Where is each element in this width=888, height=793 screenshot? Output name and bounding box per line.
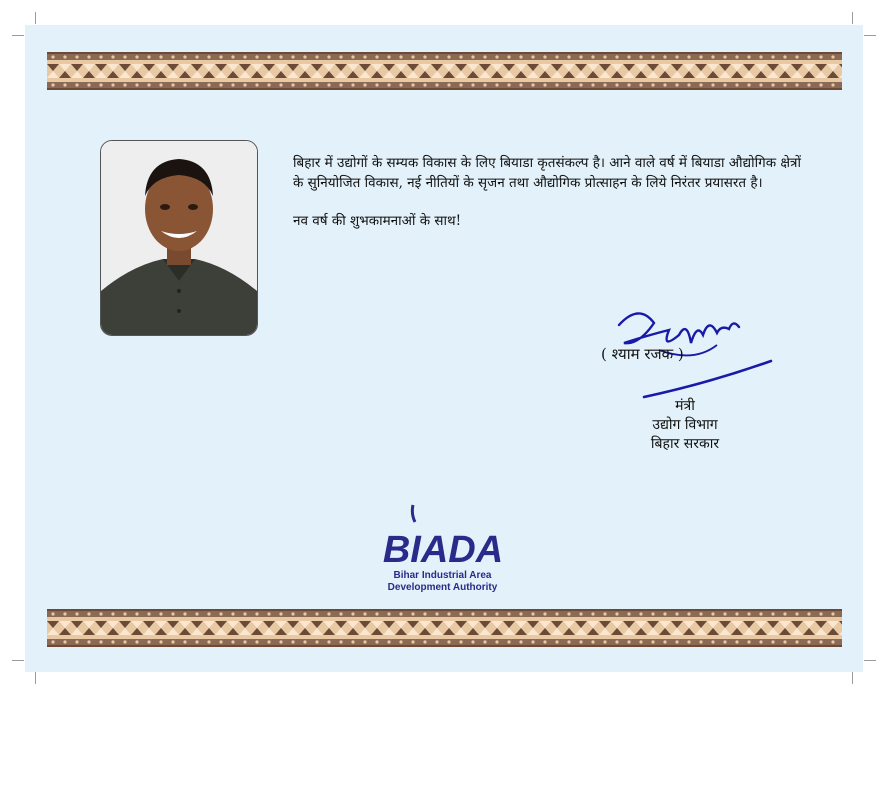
designation-department: उद्योग विभाग [652, 417, 718, 433]
greeting-message [293, 153, 813, 231]
signatory-designation [625, 397, 745, 454]
crop-mark [864, 35, 876, 36]
signatory-name: ( श्याम रजक ) [601, 345, 684, 363]
crop-mark [12, 660, 24, 661]
new-year-wishes: नव वर्ष की शुभकामनाओं के साथ! [293, 213, 462, 229]
designation-government: बिहार सरकार [650, 436, 720, 452]
portrait-image [101, 141, 257, 335]
crop-mark [864, 660, 876, 661]
designation-title: मंत्री [675, 398, 695, 414]
bottom-decorative-border [47, 609, 842, 647]
border-pattern [47, 611, 842, 645]
minister-portrait [100, 140, 258, 336]
crop-mark [35, 12, 36, 24]
crop-mark [852, 672, 853, 684]
logo-tagline-line-1: Bihar Industrial Area [393, 570, 492, 581]
crop-mark [35, 672, 36, 684]
logo-tagline-line-2: Development Authority [387, 582, 498, 593]
crop-mark [12, 35, 24, 36]
biada-logo [370, 500, 515, 600]
message-paragraph: बिहार में उद्योगों के सम्यक विकास के लिए बियाडा कृतसंकल्प है। आने वाले वर्ष में बियाडा औद्योगिक क्षेत्रों के सुनियोजित विकास, नई नीतियों के सृजन तथा औद्योगिक प्रोत्साहन के लिये निरंतर प्रयासरत है। [293, 155, 802, 191]
logo-wordmark-text: BIADA [382, 529, 503, 570]
top-decorative-border [47, 52, 842, 90]
border-pattern [47, 54, 842, 88]
biada-wordmark [373, 500, 513, 570]
greeting-card [25, 25, 863, 672]
crop-mark [852, 12, 853, 24]
